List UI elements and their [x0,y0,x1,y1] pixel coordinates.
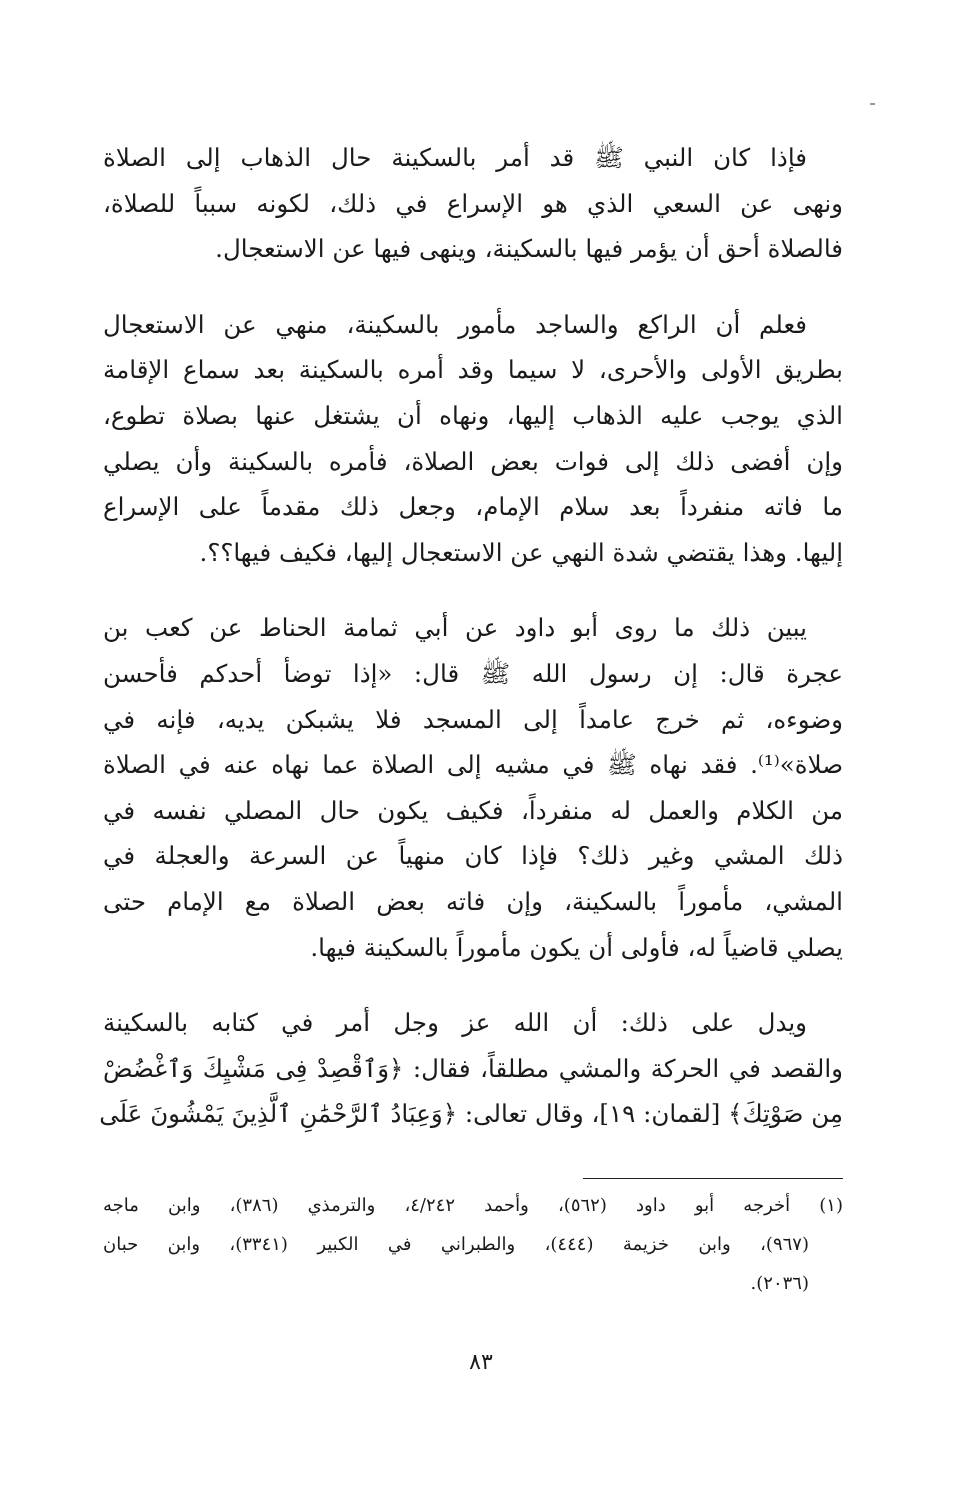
paragraph-2 [103,302,843,576]
scan-mark [870,103,875,105]
text-line: فإذا كان النبي ﷺ قد أمر بالسكينة حال الذهاب إلى الصلاة [103,143,807,172]
text-line: ونهى عن السعي الذي هو الإسراع في ذلك، لكونه سبباً للصلاة، [103,188,843,218]
text-line: فالصلاة أحق أن يؤمر فيها بالسكينة، وينهى فيها عن الاستعجال. [215,234,843,264]
text-line: إليها. وهذا يقتضي شدة النهي عن الاستعجال إليها، فكيف فيها؟؟. [199,537,843,567]
footnote-line: (٩٦٧)، وابن خزيمة (٤٤٤)، والطبراني في الكبير (٣٣٤١)، وابن حبان [103,1234,809,1255]
text-line: مِن صَوْتِكَ﴾ [لقمان: ١٩]، وقال تعالى: ﴿وَعِبَادُ ٱلرَّحْمَٰنِ ٱلَّذِينَ يَمْشُونَ عَلَى [99,1099,843,1129]
text-line: بطريق الأولى والأحرى، لا سيما وقد أمره بالسكينة بعد سماع الإقامة [103,355,843,385]
text-line: ما فاته منفرداً بعد سلام الإمام، وجعل ذلك مقدماً على الإسراع [103,492,843,522]
paragraph-3 [103,605,843,970]
text-line: ويدل على ذلك: أن الله عز وجل أمر في كتابه بالسكينة [103,1008,807,1038]
text-line: يصلي قاضياً له، فأولى أن يكون مأموراً بالسكينة فيها. [310,932,843,962]
main-text [99,135,843,1167]
footnote-line: (٢٠٣٦). [750,1273,809,1294]
text-line: صلاة»⁽¹⁾. فقد نهاه ﷺ في مشيه إلى الصلاة عما نهاه عنه في الصلاة [103,750,843,780]
text-line: يبين ذلك ما روى أبو داود عن أبي ثمامة الحناط عن كعب بن [103,613,807,643]
text-line: ذلك المشي وغير ذلك؟ فإذا كان منهياً عن السرعة والعجلة في [103,841,843,871]
text-line: وإن أفضى ذلك إلى فوات بعض الصلاة، فأمره بالسكينة وأن يصلي [103,446,843,476]
footnote-line: (١) أخرجه أبو داود (٥٦٢)، وأحمد ٤/٢٤٢، والترمذي (٣٨٦)، وابن ماجه [103,1195,843,1216]
text-line: عجرة قال: إن رسول الله ﷺ قال: «إذا توضأ أحدكم فأحسن [103,658,843,688]
paragraph-4 [99,1000,843,1137]
footnotes [103,1186,843,1303]
paragraph-1 [103,135,843,272]
text-line: المشي، مأموراً بالسكينة، وإن فاته بعض الصلاة مع الإمام حتى [103,886,843,916]
text-line: من الكلام والعمل له منفرداً، فكيف يكون حال المصلي نفسه في [103,795,843,825]
footnote-separator [583,1178,843,1179]
page-number: ٨٣ [469,1350,493,1375]
text-line: فعلم أن الراكع والساجد مأمور بالسكينة، منهي عن الاستعجال [103,309,807,339]
text-line: والقصد في الحركة والمشي مطلقاً، فقال: ﴿وَٱقْصِدْ فِى مَشْيِكَ وَٱغْضُضْ [103,1053,843,1083]
text-line: وضوءه، ثم خرج عامداً إلى المسجد فلا يشبكن يديه، فإنه في [103,704,843,734]
text-line: الذي يوجب عليه الذهاب إليها، ونهاه أن يشتغل عنها بصلاة تطوع، [103,400,843,430]
